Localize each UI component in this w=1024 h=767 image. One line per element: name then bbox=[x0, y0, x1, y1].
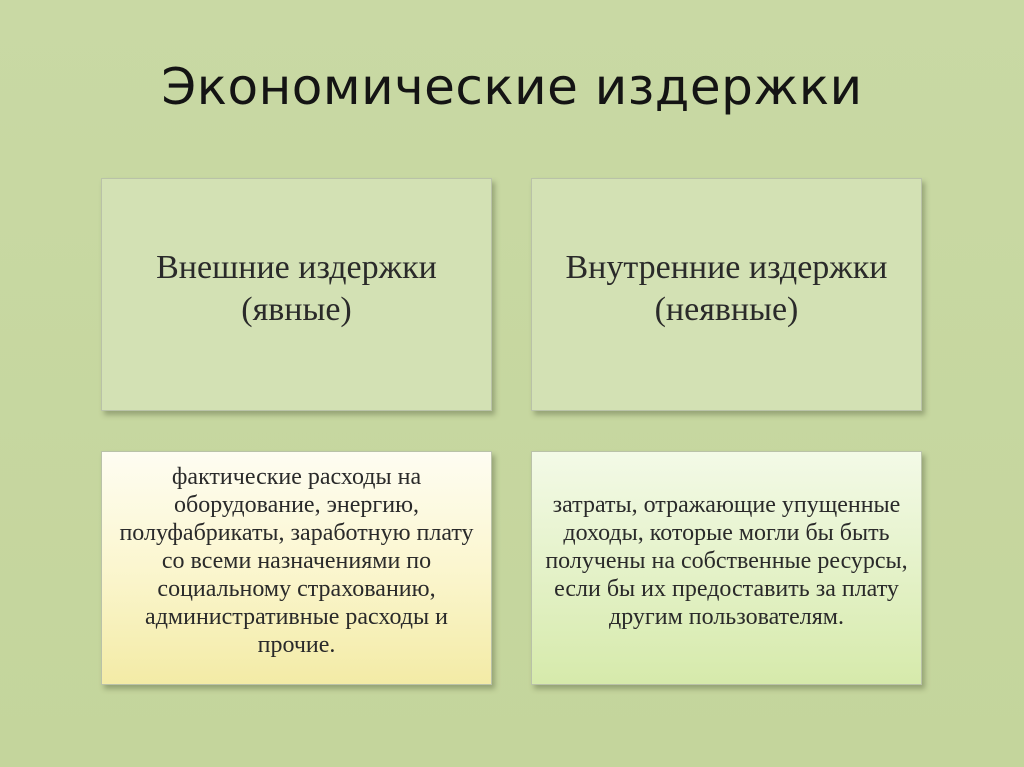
implicit-costs-box bbox=[531, 178, 922, 411]
explicit-costs-description: фактические расходы на оборудование, энергию, полуфабрикаты, заработную плату со всеми назначениями по социальному страхованию, административные расходы и прочие. bbox=[119, 464, 474, 658]
implicit-costs-description-box bbox=[531, 451, 922, 685]
explicit-costs-description-box bbox=[101, 451, 492, 685]
explicit-costs-box bbox=[101, 178, 492, 411]
slide-title: Экономические издержки bbox=[161, 58, 863, 116]
implicit-costs-label: Внутренние издержки (неявные) bbox=[565, 248, 888, 328]
explicit-costs-label: Внешние издержки (явные) bbox=[156, 248, 437, 328]
implicit-costs-description: затраты, отражающие упущенные доходы, которые могли бы быть получены на собственные ресурсы, если бы их предоставить за плату другим пользователям. bbox=[545, 492, 908, 630]
